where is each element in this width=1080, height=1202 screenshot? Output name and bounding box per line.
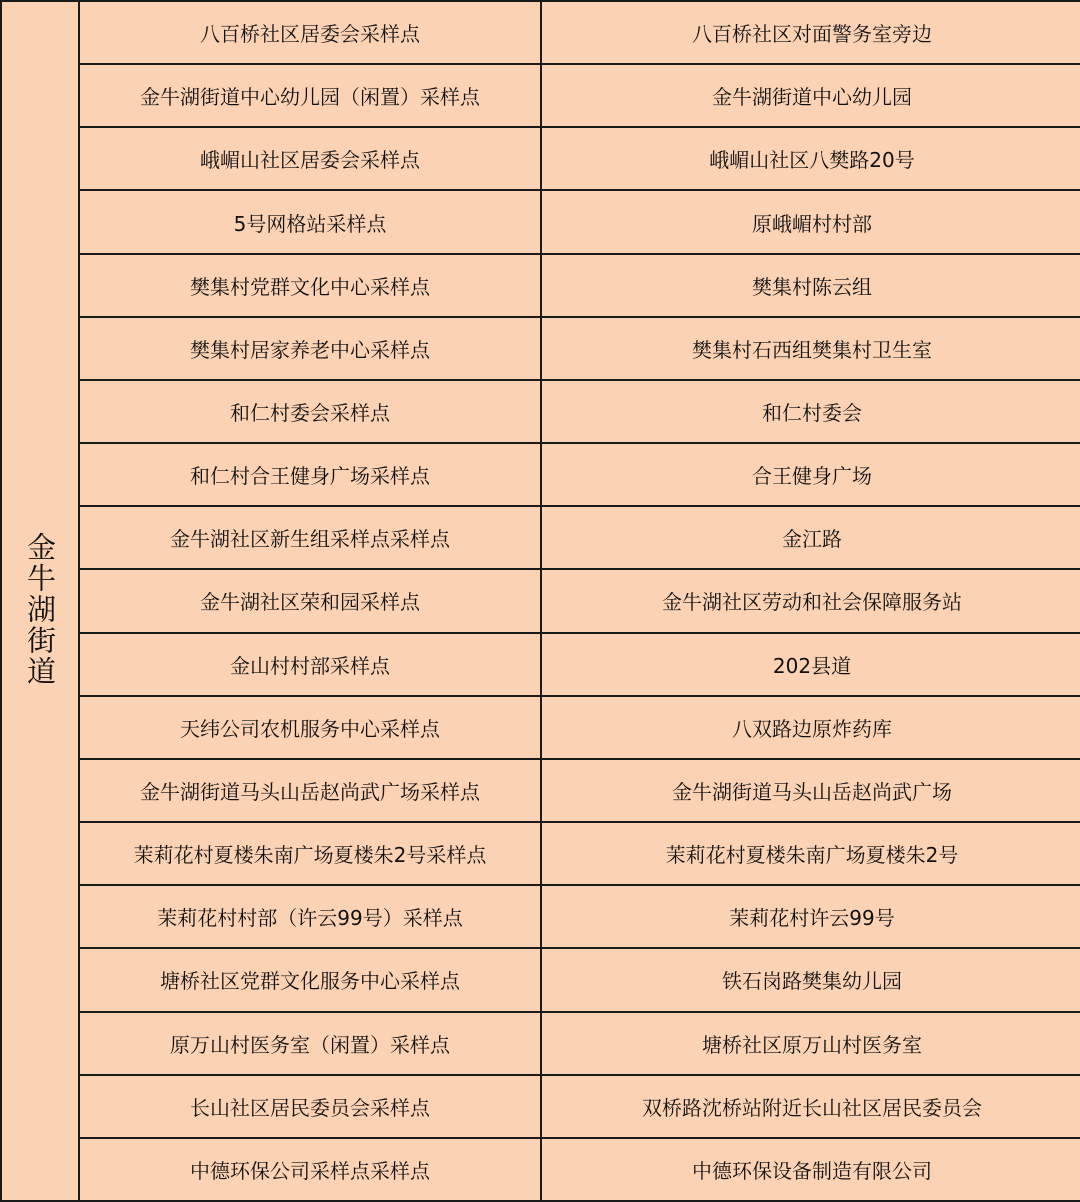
table-row — [1, 506, 1080, 569]
table-row — [1, 1138, 1080, 1201]
sampling-point-name: 茉莉花村夏楼朱南广场夏楼朱2号采样点 — [79, 822, 541, 885]
sampling-point-address: 铁石岗路樊集幼儿园 — [541, 948, 1080, 1011]
sampling-point-name: 金牛湖街道中心幼儿园（闲置）采样点 — [79, 64, 541, 127]
table-row — [1, 443, 1080, 506]
sampling-point-address: 塘桥社区原万山村医务室 — [541, 1012, 1080, 1075]
sampling-point-name: 金牛湖社区荣和园采样点 — [79, 569, 541, 632]
sampling-point-name: 长山社区居民委员会采样点 — [79, 1075, 541, 1138]
table-row — [1, 127, 1080, 190]
table-body — [1, 1, 1080, 1201]
table-row — [1, 696, 1080, 759]
table-row — [1, 885, 1080, 948]
sampling-point-address: 樊集村陈云组 — [541, 254, 1080, 317]
sampling-point-name: 塘桥社区党群文化服务中心采样点 — [79, 948, 541, 1011]
table-row — [1, 948, 1080, 1011]
sampling-point-address: 合王健身广场 — [541, 443, 1080, 506]
table-row — [1, 822, 1080, 885]
sampling-point-name: 5号网格站采样点 — [79, 190, 541, 253]
sampling-point-address: 八双路边原炸药库 — [541, 696, 1080, 759]
table-row — [1, 569, 1080, 632]
table-row — [1, 64, 1080, 127]
sampling-point-address: 中德环保设备制造有限公司 — [541, 1138, 1080, 1201]
sampling-point-name: 和仁村合王健身广场采样点 — [79, 443, 541, 506]
sampling-point-name: 樊集村居家养老中心采样点 — [79, 317, 541, 380]
sampling-point-address: 202县道 — [541, 633, 1080, 696]
table-row — [1, 190, 1080, 253]
sampling-point-address: 金牛湖社区劳动和社会保障服务站 — [541, 569, 1080, 632]
table-row — [1, 1012, 1080, 1075]
sampling-point-name: 峨嵋山社区居委会采样点 — [79, 127, 541, 190]
table-row — [1, 1, 1080, 64]
sampling-point-address: 金牛湖街道马头山岳赵尚武广场 — [541, 759, 1080, 822]
sampling-point-name: 樊集村党群文化中心采样点 — [79, 254, 541, 317]
table-row — [1, 317, 1080, 380]
sampling-point-name: 金牛湖街道马头山岳赵尚武广场采样点 — [79, 759, 541, 822]
sampling-point-address: 和仁村委会 — [541, 380, 1080, 443]
sampling-point-name: 茉莉花村村部（许云99号）采样点 — [79, 885, 541, 948]
sampling-point-address: 原峨嵋村村部 — [541, 190, 1080, 253]
sampling-point-address: 八百桥社区对面警务室旁边 — [541, 1, 1080, 64]
table-row — [1, 380, 1080, 443]
sampling-point-address: 峨嵋山社区八樊路20号 — [541, 127, 1080, 190]
district-name: 金牛湖街道 — [23, 532, 57, 687]
sampling-point-address: 金江路 — [541, 506, 1080, 569]
sampling-point-name: 和仁村委会采样点 — [79, 380, 541, 443]
table-row — [1, 1075, 1080, 1138]
sampling-point-name: 金牛湖社区新生组采样点采样点 — [79, 506, 541, 569]
sampling-point-address: 双桥路沈桥站附近长山社区居民委员会 — [541, 1075, 1080, 1138]
sampling-point-name: 金山村村部采样点 — [79, 633, 541, 696]
sampling-point-address: 茉莉花村许云99号 — [541, 885, 1080, 948]
district-cell — [1, 1, 79, 1201]
sampling-point-name: 中德环保公司采样点采样点 — [79, 1138, 541, 1201]
sampling-point-address: 樊集村石西组樊集村卫生室 — [541, 317, 1080, 380]
table-row — [1, 633, 1080, 696]
sampling-point-address: 茉莉花村夏楼朱南广场夏楼朱2号 — [541, 822, 1080, 885]
sampling-point-address: 金牛湖街道中心幼儿园 — [541, 64, 1080, 127]
sampling-point-name: 天纬公司农机服务中心采样点 — [79, 696, 541, 759]
table-row — [1, 254, 1080, 317]
table-row — [1, 759, 1080, 822]
sampling-point-name: 八百桥社区居委会采样点 — [79, 1, 541, 64]
sampling-point-name: 原万山村医务室（闲置）采样点 — [79, 1012, 541, 1075]
